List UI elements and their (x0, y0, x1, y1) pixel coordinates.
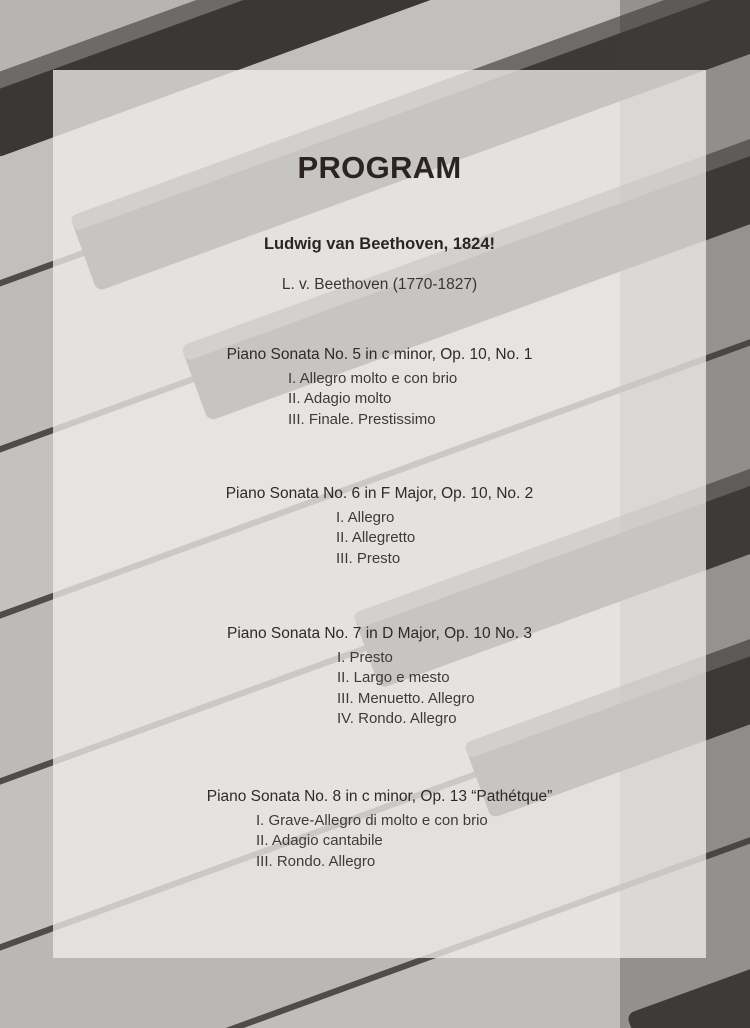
movement-list (256, 811, 488, 872)
movement-item: I. Allegro (336, 509, 395, 526)
movement-item: II. Allegretto (336, 529, 416, 547)
movement-item: II. Adagio molto (288, 390, 392, 408)
work-sonata-6 (53, 484, 706, 567)
work-sonata-8 (53, 787, 706, 870)
program-subtitle: Ludwig van Beethoven, 1824! (263, 235, 496, 253)
work-title: Piano Sonata No. 6 in F Major, Op. 10, No. 2 (225, 485, 534, 502)
movement-list (288, 369, 457, 430)
movement-item: III. Presto (336, 549, 401, 567)
movement-item: IV. Rondo. Allegro (337, 709, 457, 727)
program-panel (53, 70, 706, 958)
program-title: PROGRAM (297, 150, 462, 185)
work-title: Piano Sonata No. 7 in D Major, Op. 10 No. 3 (226, 625, 532, 642)
movement-item: III. Finale. Prestissimo (288, 410, 436, 428)
movement-item: III. Rondo. Allegro (256, 852, 376, 870)
movement-item: II. Largo e mesto (337, 669, 450, 687)
work-sonata-7 (53, 624, 706, 727)
movement-list (337, 648, 475, 729)
work-title: Piano Sonata No. 8 in c minor, Op. 13 “Pathétque” (206, 788, 553, 805)
movement-list (336, 508, 415, 569)
program-content (53, 70, 706, 958)
movement-item: I. Allegro molto e con brio (288, 370, 458, 387)
movement-item: I. Presto (337, 649, 393, 666)
movement-item: III. Menuetto. Allegro (337, 689, 475, 707)
movement-item: I. Grave-Allegro di molto e con brio (256, 812, 488, 829)
composer-line: L. v. Beethoven (1770-1827) (281, 276, 478, 293)
work-title: Piano Sonata No. 5 in c minor, Op. 10, No. 1 (226, 346, 533, 363)
movement-item: II. Adagio cantabile (256, 832, 383, 850)
work-sonata-5 (53, 345, 706, 428)
